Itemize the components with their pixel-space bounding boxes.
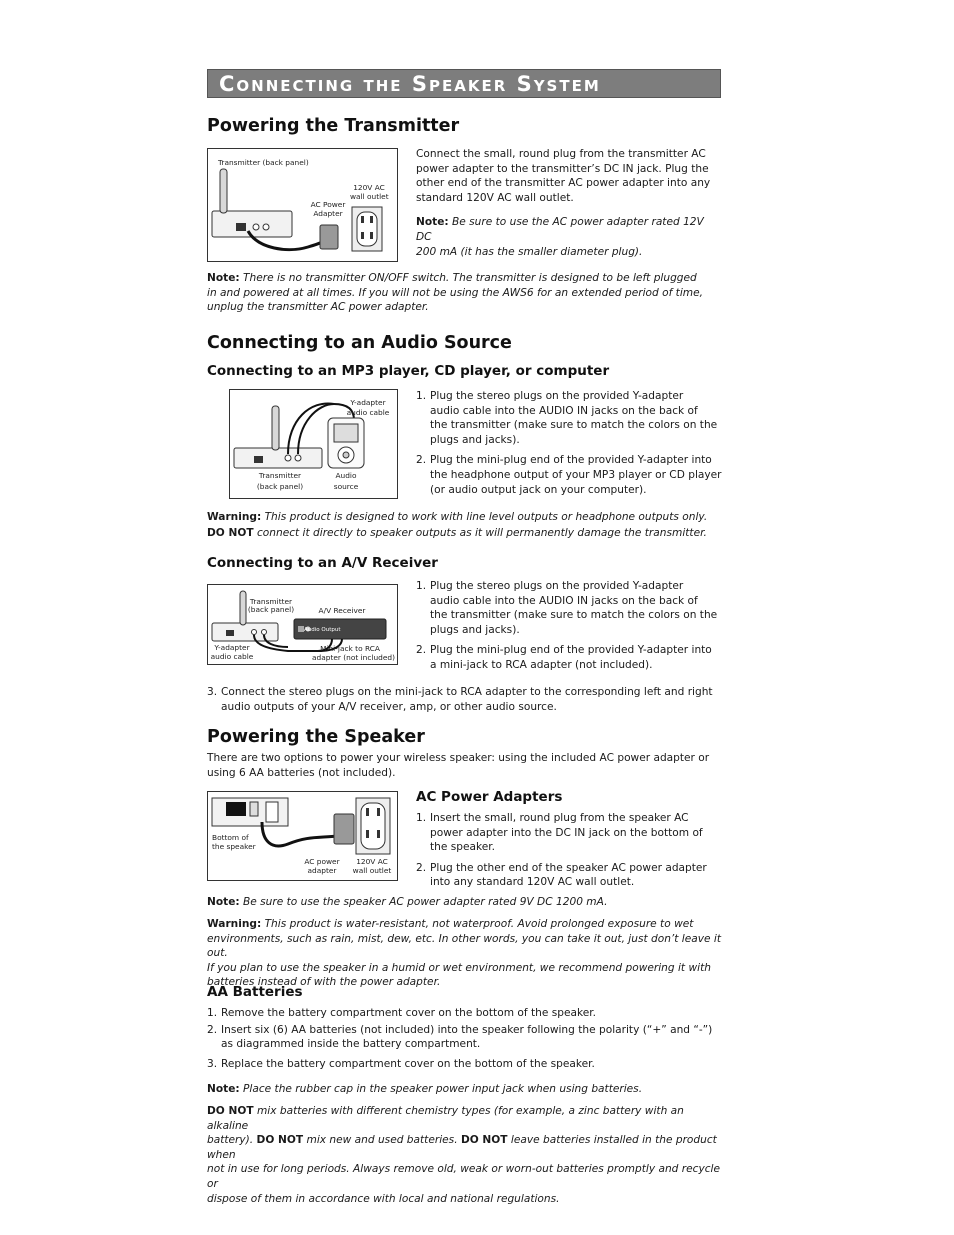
- list-item: [207, 1023, 727, 1038]
- text-line: standard 120V AC wall outlet.: [416, 191, 574, 204]
- warning-label: Warning:: [207, 511, 262, 523]
- step-number: 1.: [416, 390, 427, 402]
- label-sp-outlet-1: 120V AC: [356, 857, 388, 866]
- text-line: Remove the battery compartment cover on the bottom of the speaker.: [221, 1007, 596, 1019]
- label-outlet-2: wall outlet: [350, 192, 389, 201]
- text-line: in and powered at all times. If you will not be using the AWS6 for an extended period of time,: [207, 286, 703, 299]
- note-text: There is no transmitter ON/OFF switch. The transmitter is designed to be left plugged: [239, 272, 697, 284]
- label-audio-output: Audio Output: [304, 627, 341, 633]
- heading-powering-speaker: Powering the Speaker: [207, 727, 425, 747]
- text-line: audio cable into the AUDIO IN jacks on the back of: [430, 404, 698, 417]
- text-line: as diagrammed inside the battery compartment.: [221, 1038, 481, 1051]
- label-outlet-1: 120V AC: [353, 183, 385, 192]
- label-mini-rca-2: adapter (not included): [312, 653, 395, 662]
- list-item: [207, 685, 727, 700]
- figure-mp3-connection: [229, 389, 398, 499]
- mp3-steps: [416, 389, 726, 497]
- warning-text: leave batteries installed in the product when: [207, 1134, 717, 1161]
- step-number: 2.: [416, 454, 427, 467]
- text-line: environments, such as rain, mist, dew, etc. In other words, you can take it out, just don’t leave it out.: [207, 932, 722, 960]
- text-line: Replace the battery compartment cover on the bottom of the speaker.: [221, 1057, 595, 1070]
- label-ac-adapter-1: AC Power: [310, 200, 346, 209]
- list-item: [416, 453, 726, 468]
- label-src-2: source: [333, 482, 359, 491]
- note-text: Be sure to use the speaker AC power adapter rated 9V DC 1200 mA.: [239, 896, 608, 908]
- text-line: 200 mA (it has the smaller diameter plug).: [416, 245, 643, 258]
- warning-text: mix new and used batteries.: [303, 1134, 461, 1147]
- figure-av-connection: [207, 584, 398, 665]
- warning-label: Warning:: [207, 918, 262, 930]
- text-line: (or audio output jack on your computer).: [430, 483, 647, 496]
- label-tx-1: Transmitter: [258, 471, 302, 480]
- text-line: Plug the stereo plugs on the provided Y-adapter: [430, 580, 684, 592]
- list-item: [416, 579, 726, 594]
- donot-label: DO NOT: [256, 1134, 304, 1147]
- label-ac-adapter-2: Adapter: [313, 209, 343, 218]
- label-av-tx-1: Transmitter: [249, 597, 293, 606]
- av-steps: [416, 579, 726, 673]
- note-adapter-rating: [416, 215, 722, 244]
- text-line: Insert the small, round plug from the speaker AC: [430, 812, 689, 824]
- heading-aa-batteries: AA Batteries: [207, 984, 303, 1000]
- step-number: 1.: [207, 1007, 218, 1019]
- label-av-tx-2: (back panel): [247, 605, 295, 614]
- text-line: using 6 AA batteries (not included).: [207, 766, 396, 779]
- text-line: plugs and jacks).: [430, 433, 520, 446]
- label-mini-rca-1: Mini-jack to RCA: [320, 644, 380, 653]
- transmitter-body: [416, 147, 722, 259]
- heading-mp3: Connecting to an MP3 player, CD player, or computer: [207, 363, 610, 379]
- text-line: dispose of them in accordance with local and national regulations.: [207, 1192, 560, 1205]
- battery-warnings: [207, 1104, 727, 1206]
- step-number: 3.: [207, 686, 218, 698]
- warning-donot: DO NOT: [207, 526, 254, 539]
- step-number: 3.: [207, 1057, 218, 1070]
- list-item: [416, 861, 726, 876]
- battery-steps: [207, 1006, 727, 1071]
- heading-ac-adapters: AC Power Adapters: [416, 789, 563, 805]
- heading-powering-transmitter: Powering the Transmitter: [207, 116, 460, 136]
- note-label: Note:: [207, 1083, 240, 1095]
- note-label: Note:: [416, 216, 449, 229]
- step-number: 2.: [207, 1023, 218, 1036]
- list-item: [416, 811, 726, 826]
- step-number: 2.: [416, 644, 427, 657]
- label-av-y-1: Y-adapter: [214, 643, 250, 652]
- text-line: batteries instead of with the power adapter.: [207, 976, 441, 989]
- donot-label: DO NOT: [460, 1134, 508, 1147]
- step-number: 1.: [416, 580, 427, 592]
- label-bottom-2: the speaker: [212, 842, 256, 851]
- label-bottom-1: Bottom of: [212, 833, 249, 842]
- text-line: Connect the stereo plugs on the mini-jack to RCA adapter to the corresponding left and right: [221, 686, 713, 698]
- text-line: Plug the other end of the speaker AC power adapter: [430, 861, 707, 874]
- label-sp-outlet-2: wall outlet: [352, 866, 392, 875]
- text-line: the transmitter (make sure to match the colors on the: [430, 419, 718, 432]
- label-av-receiver: A/V Receiver: [318, 606, 366, 615]
- text-line: There are two options to power your wireless speaker: using the included AC power adapter or: [207, 752, 710, 764]
- note-label: Note:: [207, 896, 240, 908]
- heading-av-receiver: Connecting to an A/V Receiver: [207, 555, 438, 571]
- figure-speaker-power: [207, 791, 398, 881]
- label-av-y-2: audio cable: [210, 652, 254, 661]
- warning-text: connect it directly to speaker outputs as it will permanently damage the transmitter.: [253, 526, 707, 539]
- text-line: other end of the transmitter AC power adapter into any: [416, 177, 711, 190]
- text-line: power adapter into the DC IN jack on the bottom of: [430, 826, 703, 839]
- note-no-switch: [207, 271, 727, 315]
- av-step-3: [207, 685, 727, 714]
- text-line: Connect the small, round plug from the transmitter AC: [416, 148, 706, 160]
- label-back-panel: Transmitter (back panel): [218, 158, 309, 167]
- text-line: plugs and jacks).: [430, 623, 520, 636]
- list-item: [416, 643, 726, 658]
- text-line: the transmitter (make sure to match the colors on the: [430, 609, 718, 622]
- text-line: unplug the transmitter AC power adapter.: [207, 301, 429, 314]
- warning-text: mix batteries with different chemistry types (for example, a zinc battery with an alkaline: [207, 1105, 684, 1132]
- note-speaker-adapter: [207, 895, 727, 910]
- speaker-intro: [207, 751, 727, 780]
- note-text: Place the rubber cap in the speaker power input jack when using batteries.: [239, 1083, 643, 1095]
- warning-text: This product is designed to work with line level outputs or headphone outputs only.: [261, 511, 708, 523]
- text-line: Plug the mini-plug end of the provided Y-adapter into: [430, 454, 712, 467]
- note-rubber-cap: [207, 1082, 727, 1097]
- donot-label: DO NOT: [207, 1105, 254, 1117]
- label-y-adapter-2: audio cable: [346, 408, 390, 417]
- label-tx-2: (back panel): [256, 482, 304, 491]
- list-item: [207, 1057, 727, 1072]
- warning-text: battery).: [207, 1134, 257, 1147]
- text-line: not in use for long periods. Always remove old, weak or worn-out batteries promptly and recycle or: [207, 1163, 721, 1190]
- text-line: Plug the stereo plugs on the provided Y-adapter: [430, 390, 684, 402]
- text-line: the headphone output of your MP3 player or CD player: [430, 468, 722, 481]
- label-y-adapter-1: Y-adapter: [350, 398, 386, 407]
- section-banner: [207, 69, 721, 98]
- step-number: 1.: [416, 812, 427, 824]
- list-item: [207, 1006, 727, 1021]
- label-src-1: Audio: [335, 471, 357, 480]
- figure-transmitter-power: [207, 148, 398, 262]
- label-sp-adapter-1: AC power: [304, 857, 340, 866]
- step-number: 2.: [416, 861, 427, 874]
- text-line: Plug the mini-plug end of the provided Y-adapter into: [430, 644, 712, 657]
- text-line: the speaker.: [430, 841, 496, 854]
- label-sp-adapter-2: adapter: [307, 866, 337, 875]
- ac-steps: [416, 811, 726, 890]
- text-line: into any standard 120V AC wall outlet.: [430, 876, 635, 889]
- note-label: Note:: [207, 272, 240, 284]
- warning-water: [207, 917, 727, 990]
- note-text: Be sure to use the AC power adapter rated 12V DC: [416, 216, 704, 243]
- warning-text: This product is water-resistant, not waterproof. Avoid prolonged exposure to wet: [261, 918, 694, 930]
- text-line: power adapter to the transmitter’s DC IN jack. Plug the: [416, 162, 709, 175]
- text-line: audio cable into the AUDIO IN jacks on the back of: [430, 594, 698, 607]
- warning-line-level: [207, 510, 727, 540]
- text-line: a mini-jack to RCA adapter (not included).: [430, 658, 653, 671]
- banner-title: Connecting the Speaker System: [219, 72, 601, 96]
- list-item: [416, 389, 726, 404]
- heading-audio-source: Connecting to an Audio Source: [207, 333, 512, 353]
- text-line: audio outputs of your A/V receiver, amp, or other audio source.: [221, 700, 557, 713]
- text-line: Insert six (6) AA batteries (not included) into the speaker following the polarity (“+” and “-”): [221, 1023, 713, 1036]
- text-line: If you plan to use the speaker in a humid or wet environment, we recommend powering it with: [207, 961, 711, 974]
